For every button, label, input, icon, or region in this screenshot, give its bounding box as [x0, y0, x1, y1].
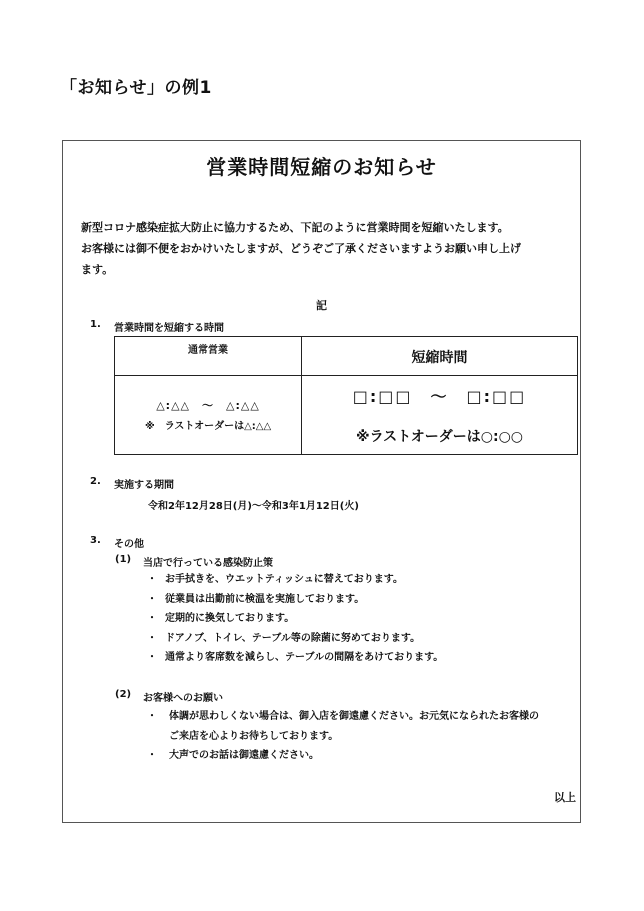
section-1-number: 1.	[90, 319, 101, 330]
list-item	[147, 707, 539, 746]
short-hours-time: □:□□ ～ □:□□	[352, 387, 527, 406]
bullet-mark: ・	[147, 613, 157, 624]
intro-line-2: お客様には御不便をおかけいたしますが、どうぞご了承くださいますようお願い申し上げ	[81, 242, 521, 255]
bullet-mark: ・	[147, 632, 157, 644]
list-item-text: 大声でのお話は御遠慮ください。	[169, 750, 319, 761]
short-last-order: ※ラストオーダーは○:○○	[355, 429, 524, 445]
subsection-2-number: (2)	[115, 689, 132, 700]
list-item	[147, 746, 539, 766]
request-list	[147, 707, 539, 766]
closing-text: 以上	[554, 791, 576, 804]
short-hours-header: 短縮時間	[411, 350, 468, 366]
ki-label: 記	[316, 299, 327, 312]
bullet-mark: ・	[147, 711, 157, 722]
notice-title: 営業時間短縮のお知らせ	[206, 155, 437, 179]
intro-paragraph	[81, 217, 571, 280]
list-item-text: 従業員は出勤前に検温を実施しております。	[165, 593, 365, 605]
page-heading: 「お知らせ」の例1	[60, 78, 212, 98]
normal-hours-header: 通常営業	[188, 345, 228, 356]
section-1-title: 営業時間を短縮する時間	[114, 323, 224, 334]
subsection-1-number: (1)	[115, 554, 132, 565]
intro-line-3: ます。	[81, 263, 114, 276]
normal-hours-time: △:△△ ～ △:△△	[156, 399, 260, 412]
section-2-title: 実施する期間	[114, 480, 174, 491]
section-3-title: その他	[114, 539, 144, 550]
list-item-text: お手拭きを、ウエットティッシュに替えております。	[165, 574, 403, 585]
subsection-1-title: 当店で行っている感染防止策	[143, 558, 273, 569]
intro-line-1: 新型コロナ感染症拡大防止に協力するため、下記のように営業時間を短縮いたします。	[81, 221, 509, 234]
bullet-mark: ・	[147, 750, 157, 761]
list-item-text: ドアノブ、トイレ、テーブル等の除菌に努めております。	[165, 632, 421, 644]
table-divider-horizontal	[115, 375, 577, 376]
hours-table	[114, 336, 578, 455]
bullet-mark: ・	[147, 593, 157, 605]
list-item-text-line-1: 体調が思わしくない場合は、御入店を御遠慮ください。お元気になられたお客様の	[169, 711, 539, 722]
period-text: 令和2年12月28日(月)～令和3年1月12日(火)	[148, 501, 359, 512]
normal-last-order: ※ ラストオーダーは△:△△	[145, 421, 272, 432]
section-3-number: 3.	[90, 535, 101, 546]
subsection-2-title: お客様へのお願い	[143, 693, 223, 704]
list-item-text-line-2: ご来店を心よりお待ちしております。	[169, 730, 339, 742]
notice-frame	[62, 140, 581, 823]
section-2-number: 2.	[90, 476, 101, 487]
list-item-text: 通常より客席数を減らし、テーブルの間隔をあけております。	[165, 652, 444, 663]
bullet-mark: ・	[147, 652, 157, 663]
bullet-mark: ・	[147, 574, 157, 585]
list-item-text: 定期的に換気しております。	[165, 613, 295, 624]
